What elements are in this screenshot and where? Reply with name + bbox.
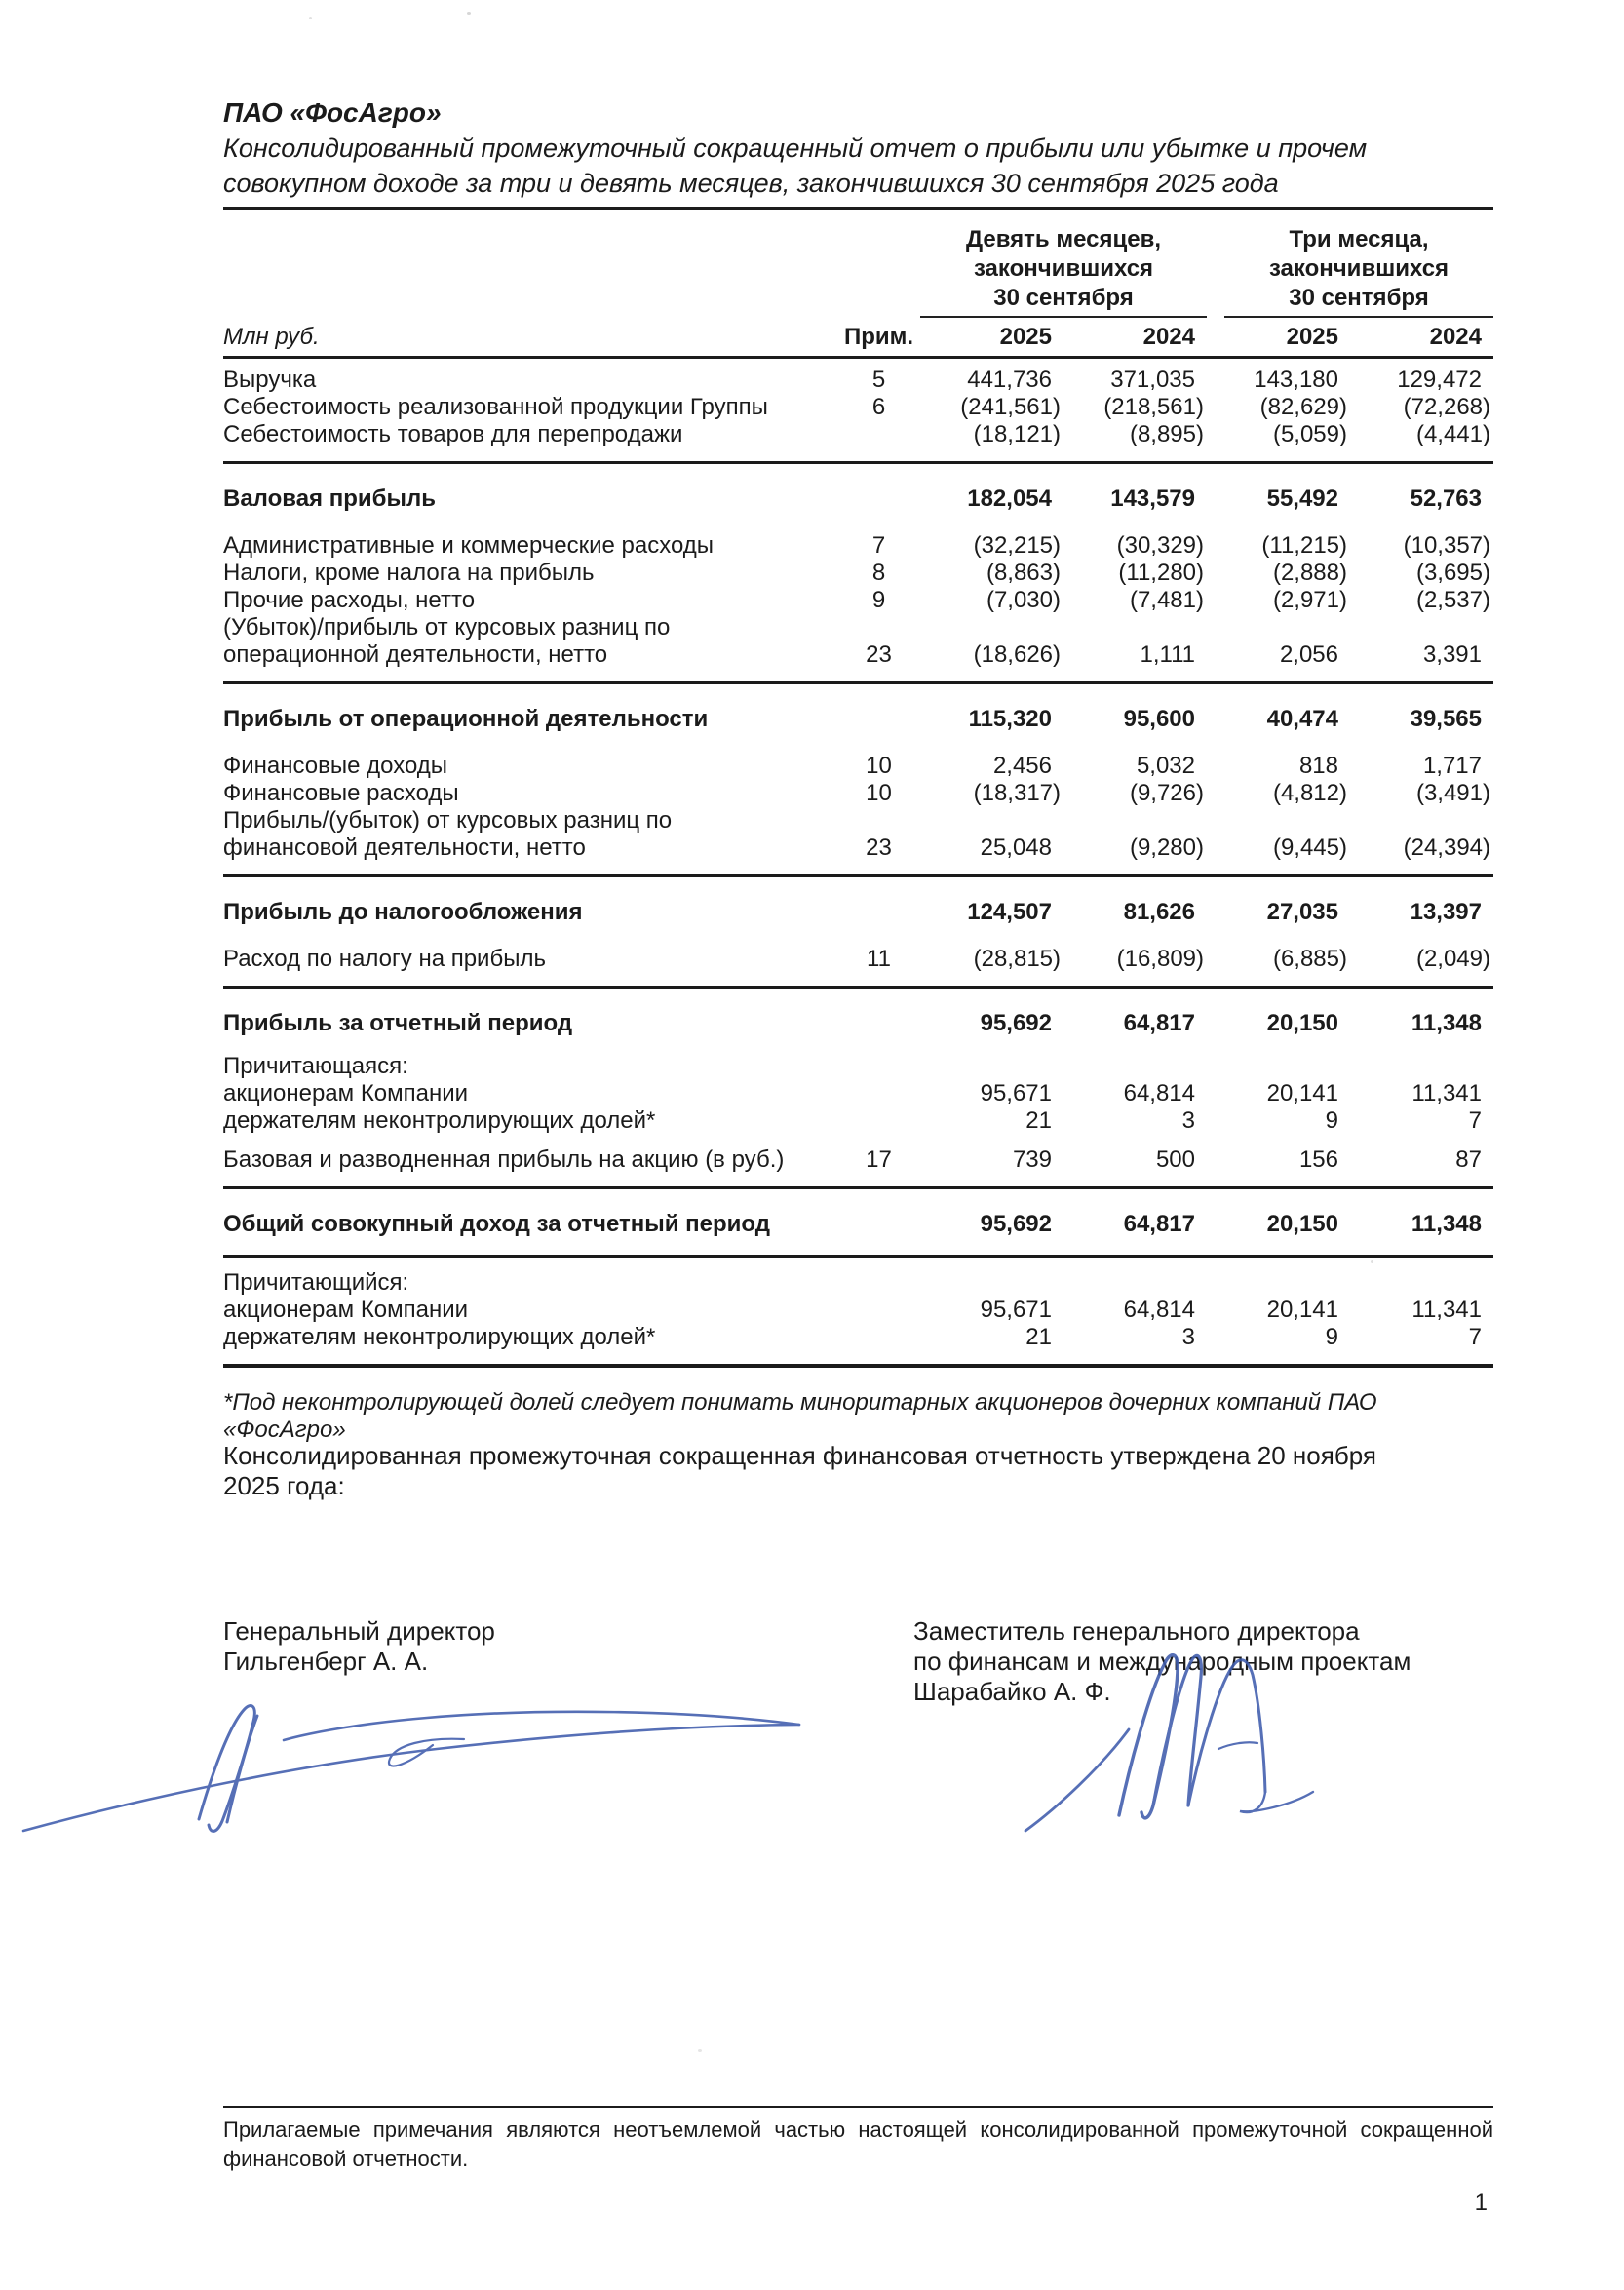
row-value-cell: [1207, 485, 1350, 513]
table-row: [223, 753, 1493, 780]
row-value-cell: [1207, 641, 1350, 669]
document-header: [223, 96, 1493, 210]
row-value-cell: [1350, 421, 1493, 448]
company-name: ПАО «ФосАгро»: [223, 97, 442, 128]
row-value-cell: [1063, 1010, 1207, 1037]
row-label: Валовая прибыль: [223, 485, 436, 512]
row-label: Прочие расходы, нетто: [223, 587, 476, 613]
table-row: [223, 532, 1493, 560]
row-value-cell: [1350, 834, 1493, 862]
table-gap: [223, 930, 1493, 946]
table-gap: [223, 737, 1493, 753]
row-value-cell: [1063, 1297, 1207, 1324]
table-row: [223, 1080, 1493, 1107]
row-label: Причитающийся:: [223, 1269, 409, 1296]
row-value: 9: [1325, 1324, 1338, 1350]
row-value-cell: [920, 753, 1063, 780]
row-label: Прибыль за отчетный период: [223, 1010, 573, 1036]
row-value-cell: [920, 421, 1063, 448]
row-value-cell: [1063, 394, 1207, 421]
row-value-cell: [1207, 834, 1350, 862]
column-header-spacer: [223, 225, 920, 318]
row-value-cell: [1207, 532, 1350, 560]
row-value: 441,736: [967, 367, 1052, 393]
table-total-row: [223, 877, 1493, 930]
row-note: 10: [866, 753, 892, 779]
row-value: 55,492: [1266, 485, 1338, 512]
row-value-cell: [1350, 367, 1493, 394]
row-value-cell: [920, 1297, 1063, 1324]
row-value: (9,445): [1272, 834, 1347, 861]
row-value: 371,035: [1110, 367, 1195, 393]
row-value: 81,626: [1123, 899, 1195, 925]
row-value-cell: [1063, 1080, 1207, 1107]
row-value: (218,561): [1103, 394, 1204, 420]
row-label: Расход по налогу на прибыль: [223, 946, 546, 972]
row-value-cell: [1207, 899, 1350, 926]
table-gap: [223, 1041, 1493, 1053]
table-total-row: [223, 1189, 1493, 1242]
row-value-cell: [1063, 899, 1207, 926]
row-value-cell: [1350, 1324, 1493, 1351]
ceo-signature: [8, 1694, 817, 1850]
table-row: [223, 367, 1493, 394]
row-label: Выручка: [223, 367, 317, 393]
group-label: закончившихся: [1268, 255, 1450, 282]
table-body: [223, 359, 1493, 1368]
row-value: 21: [1025, 1107, 1052, 1134]
signatory-title: Генеральный директор: [223, 1616, 495, 1646]
row-value-cell: [1350, 1010, 1493, 1037]
row-label: Финансовые расходы: [223, 780, 459, 806]
row-value-cell: [920, 780, 1063, 807]
row-value: (16,809): [1116, 946, 1204, 972]
row-value-cell: [1350, 780, 1493, 807]
row-value: 95,600: [1123, 706, 1195, 732]
row-note: 10: [866, 780, 892, 806]
row-value: 95,692: [980, 1010, 1052, 1036]
table-row: [223, 1269, 1493, 1297]
row-value-cell: [1350, 1080, 1493, 1107]
signatory-title: по финансам и международным проектам: [913, 1647, 1411, 1676]
row-value: (72,268): [1403, 394, 1490, 420]
row-value-cell: [1350, 753, 1493, 780]
row-value: (3,491): [1415, 780, 1490, 806]
row-value-cell: [1350, 532, 1493, 560]
row-value: (9,726): [1129, 780, 1204, 806]
row-label: Финансовые доходы: [223, 753, 448, 779]
row-value-cell: [920, 834, 1063, 862]
note-column-header: Прим.: [843, 324, 914, 350]
row-value: 1,111: [1140, 641, 1195, 668]
year-column-header: 2024: [1429, 324, 1482, 350]
table-total-row: [223, 989, 1493, 1041]
row-value-cell: [1207, 587, 1350, 614]
row-label: Базовая и разводненная прибыль на акцию (в руб.): [223, 1146, 785, 1173]
row-label: Причитающаяся:: [223, 1053, 408, 1079]
row-value-cell: [1063, 421, 1207, 448]
row-value: (32,215): [973, 532, 1061, 559]
row-label: Прибыль от операционной деятельности: [223, 706, 709, 732]
row-value: 3: [1181, 1107, 1195, 1134]
row-value: (6,885): [1272, 946, 1347, 972]
row-label: Себестоимость реализованной продукции Группы: [223, 394, 768, 420]
row-label: держателям неконтролирующих долей*: [223, 1107, 656, 1134]
footer-line2: финансовой отчетности.: [223, 2147, 469, 2171]
row-value: 7: [1468, 1107, 1482, 1134]
row-value: (7,481): [1129, 587, 1204, 613]
year-column-header: 2024: [1142, 324, 1195, 350]
row-value-cell: [920, 1146, 1063, 1174]
row-value-cell: [1207, 1297, 1350, 1324]
row-value: 115,320: [968, 706, 1052, 732]
row-value-cell: [1207, 1010, 1350, 1037]
row-note: 6: [871, 394, 886, 420]
row-value: 739: [1012, 1146, 1052, 1173]
group-label: закончившихся: [973, 255, 1154, 282]
table-row: [223, 1297, 1493, 1324]
row-value: 64,817: [1123, 1211, 1195, 1237]
row-value: 95,692: [980, 1211, 1052, 1237]
row-value: 3: [1181, 1324, 1195, 1350]
row-value-cell: [1207, 1211, 1350, 1238]
row-value-cell: [1207, 753, 1350, 780]
row-value: (10,357): [1403, 532, 1490, 559]
row-value: (2,971): [1272, 587, 1347, 613]
row-value: 11,348: [1411, 1010, 1482, 1036]
page-number: 1: [1474, 2190, 1488, 2216]
row-value-cell: [1350, 394, 1493, 421]
signatory-ceo: [223, 1616, 495, 1677]
row-label: акционерам Компании: [223, 1080, 469, 1106]
row-value: (2,537): [1415, 587, 1490, 613]
row-label: (Убыток)/прибыль от курсовых разниц по: [223, 614, 671, 640]
row-value: 52,763: [1410, 485, 1482, 512]
row-value: 143,180: [1254, 367, 1338, 393]
row-value: (7,030): [986, 587, 1061, 613]
table-row: [223, 1324, 1493, 1351]
year-column-header: 2025: [1286, 324, 1338, 350]
row-value: 7: [1468, 1324, 1482, 1350]
row-value-cell: [1207, 946, 1350, 973]
row-note: 23: [866, 641, 892, 668]
row-value-cell: [1350, 946, 1493, 973]
group-label: Три месяца,: [1289, 226, 1429, 252]
row-value: 95,671: [980, 1297, 1052, 1323]
row-value-cell: [1350, 1107, 1493, 1135]
row-value-cell: [1350, 1146, 1493, 1174]
row-value-cell: [1063, 641, 1207, 669]
row-value-cell: [1350, 706, 1493, 733]
row-label: Общий совокупный доход за отчетный период: [223, 1211, 770, 1237]
row-value-cell: [1350, 1211, 1493, 1238]
row-value: 2,456: [992, 753, 1052, 779]
row-value-cell: [1063, 706, 1207, 733]
row-value-cell: [1207, 706, 1350, 733]
approval-line1: Консолидированная промежуточная сокращенная финансовая отчетность утверждена 20 ноября: [223, 1441, 1376, 1470]
row-value: (8,895): [1129, 421, 1204, 447]
row-value-cell: [920, 1324, 1063, 1351]
table-column-headers: [223, 210, 1493, 359]
row-note: 9: [871, 587, 886, 613]
row-value: 124,507: [967, 899, 1052, 925]
row-value: 40,474: [1266, 706, 1338, 732]
row-value: (8,863): [986, 560, 1061, 586]
row-value: 20,141: [1266, 1080, 1338, 1106]
table-gap: [223, 517, 1493, 532]
row-value-cell: [1063, 560, 1207, 587]
row-value: (11,215): [1261, 532, 1347, 559]
signatory-title: Заместитель генерального директора: [913, 1616, 1360, 1646]
row-label: Себестоимость товаров для перепродажи: [223, 421, 683, 447]
row-value: (4,441): [1415, 421, 1490, 447]
row-value: 129,472: [1397, 367, 1482, 393]
row-value-cell: [920, 1107, 1063, 1135]
table-row: [223, 614, 1493, 669]
row-value: 27,035: [1266, 899, 1338, 925]
row-value: 25,048: [980, 834, 1052, 861]
row-value: 87: [1455, 1146, 1482, 1173]
row-value: (18,317): [973, 780, 1061, 806]
row-note: 5: [871, 367, 886, 393]
row-value: 39,565: [1410, 706, 1482, 732]
row-label: операционной деятельности, нетто: [223, 641, 608, 668]
row-value-cell: [920, 560, 1063, 587]
row-value-cell: [1207, 1080, 1350, 1107]
row-label: Налоги, кроме налога на прибыль: [223, 560, 595, 586]
row-value-cell: [920, 587, 1063, 614]
row-value-cell: [1207, 780, 1350, 807]
row-value-cell: [1063, 1107, 1207, 1135]
row-value-cell: [1063, 780, 1207, 807]
column-group-nine-months: [920, 225, 1207, 318]
row-value: (5,059): [1272, 421, 1347, 447]
row-value: 64,814: [1123, 1080, 1195, 1106]
table-row: [223, 1146, 1493, 1174]
row-value-cell: [1207, 394, 1350, 421]
row-value-cell: [920, 532, 1063, 560]
row-value: 3,391: [1422, 641, 1482, 668]
table-total-row: [223, 684, 1493, 737]
row-value: 500: [1155, 1146, 1195, 1173]
row-value: 143,579: [1110, 485, 1195, 512]
row-value-cell: [1350, 641, 1493, 669]
row-value: (18,121): [973, 421, 1061, 447]
table-gap: [223, 1135, 1493, 1146]
approval-line2: 2025 года:: [223, 1471, 345, 1500]
footer-note: [223, 2106, 1493, 2174]
row-value-cell: [1063, 1211, 1207, 1238]
year-column-header: 2025: [999, 324, 1052, 350]
document-title-line2: совокупном доходе за три и девять месяцев, закончившихся 30 сентября 2025 года: [223, 169, 1279, 198]
row-value: 64,814: [1123, 1297, 1195, 1323]
row-value: 2,056: [1279, 641, 1338, 668]
row-value: (4,812): [1272, 780, 1347, 806]
row-value: (2,888): [1272, 560, 1347, 586]
row-value: 13,397: [1410, 899, 1482, 925]
row-note: 8: [871, 560, 886, 586]
row-value: (9,280): [1129, 834, 1204, 861]
unit-label: Млн руб.: [223, 324, 320, 350]
row-value-cell: [1063, 753, 1207, 780]
row-value: (241,561): [960, 394, 1061, 420]
row-note: 17: [866, 1146, 892, 1173]
row-value-cell: [1350, 587, 1493, 614]
row-value: 11,341: [1411, 1080, 1482, 1106]
row-value-cell: [920, 706, 1063, 733]
row-value-cell: [1207, 560, 1350, 587]
row-value: 11,348: [1411, 1211, 1482, 1237]
row-value-cell: [1063, 946, 1207, 973]
row-value: (82,629): [1259, 394, 1347, 420]
row-value: 5,032: [1136, 753, 1195, 779]
group-label: Девять месяцев,: [965, 226, 1161, 252]
row-value-cell: [1063, 485, 1207, 513]
row-value: 64,817: [1123, 1010, 1195, 1036]
table-row: [223, 946, 1493, 973]
row-value-cell: [1207, 367, 1350, 394]
row-value: (28,815): [973, 946, 1061, 972]
row-value: 156: [1298, 1146, 1338, 1173]
row-value: 818: [1298, 753, 1338, 779]
row-value-cell: [920, 394, 1063, 421]
row-value: (11,280): [1118, 560, 1204, 586]
row-value-cell: [1063, 1146, 1207, 1174]
row-value-cell: [920, 367, 1063, 394]
row-label: финансовой деятельности, нетто: [223, 834, 586, 861]
row-value-cell: [1350, 485, 1493, 513]
table-row: [223, 807, 1493, 862]
row-value-cell: [1063, 532, 1207, 560]
row-value-cell: [1063, 1324, 1207, 1351]
row-label: акционерам Компании: [223, 1297, 469, 1323]
row-value-cell: [1350, 1297, 1493, 1324]
row-note: 11: [867, 946, 891, 972]
group-label: 30 сентября: [993, 285, 1134, 311]
row-value: 11,341: [1411, 1297, 1482, 1323]
table-row: [223, 1107, 1493, 1135]
row-value: (18,626): [973, 641, 1061, 668]
table-row: [223, 1053, 1493, 1080]
document-title-line1: Консолидированный промежуточный сокращенный отчет о прибыли или убытке и прочем: [223, 134, 1368, 163]
row-value-cell: [1350, 899, 1493, 926]
row-value: (3,695): [1415, 560, 1490, 586]
row-value-cell: [920, 1010, 1063, 1037]
footnote: *Под неконтролирующей долей следует понимать миноритарных акционеров дочерних компаний ПАО «ФосАгро»: [223, 1389, 1377, 1443]
signatory-name: Гильгенберг А. А.: [223, 1647, 429, 1676]
row-value: 95,671: [980, 1080, 1052, 1106]
row-value: 1,717: [1422, 753, 1482, 779]
row-value: 20,150: [1266, 1211, 1338, 1237]
row-value-cell: [920, 641, 1063, 669]
column-group-three-months: [1207, 225, 1493, 318]
footer-line1: Прилагаемые примечания являются неотъемлемой частью настоящей консолидированной промежуточной сокращенной: [223, 2117, 1493, 2142]
row-value: 20,150: [1266, 1010, 1338, 1036]
row-value: 21: [1025, 1324, 1052, 1350]
table-row: [223, 421, 1493, 448]
row-value-cell: [920, 946, 1063, 973]
approval-statement: [223, 1441, 1500, 1501]
table-row: [223, 394, 1493, 421]
row-value: (24,394): [1403, 834, 1490, 861]
row-value-cell: [1207, 421, 1350, 448]
row-label: Прибыль до налогообложения: [223, 899, 583, 925]
row-value-cell: [1063, 367, 1207, 394]
row-value: 20,141: [1266, 1297, 1338, 1323]
row-value-cell: [1063, 587, 1207, 614]
row-value-cell: [920, 485, 1063, 513]
row-value: 9: [1325, 1107, 1338, 1134]
table-gap: [223, 1258, 1493, 1269]
scan-artifact: [698, 2049, 702, 2052]
table-rule: [223, 1364, 1493, 1368]
deputy-signature: [1014, 1640, 1335, 1835]
row-value-cell: [920, 1211, 1063, 1238]
row-value-cell: [1207, 1107, 1350, 1135]
row-label: Прибыль/(убыток) от курсовых разниц по: [223, 807, 673, 834]
table-row: [223, 587, 1493, 614]
row-value-cell: [920, 1080, 1063, 1107]
row-value: (2,049): [1415, 946, 1490, 972]
signatory-name: Шарабайко А. Ф.: [913, 1677, 1111, 1706]
row-value-cell: [920, 899, 1063, 926]
table-row: [223, 780, 1493, 807]
row-note: 23: [866, 834, 892, 861]
row-label: Административные и коммерческие расходы: [223, 532, 715, 559]
row-value-cell: [1207, 1146, 1350, 1174]
row-note: 7: [871, 532, 886, 559]
table-row: [223, 560, 1493, 587]
row-value: (30,329): [1116, 532, 1204, 559]
group-label: 30 сентября: [1289, 285, 1429, 311]
row-value-cell: [1063, 834, 1207, 862]
row-label: держателям неконтролирующих долей*: [223, 1324, 656, 1350]
row-value-cell: [1207, 1324, 1350, 1351]
table-total-row: [223, 464, 1493, 517]
row-value-cell: [1350, 560, 1493, 587]
row-value: 182,054: [967, 485, 1052, 512]
